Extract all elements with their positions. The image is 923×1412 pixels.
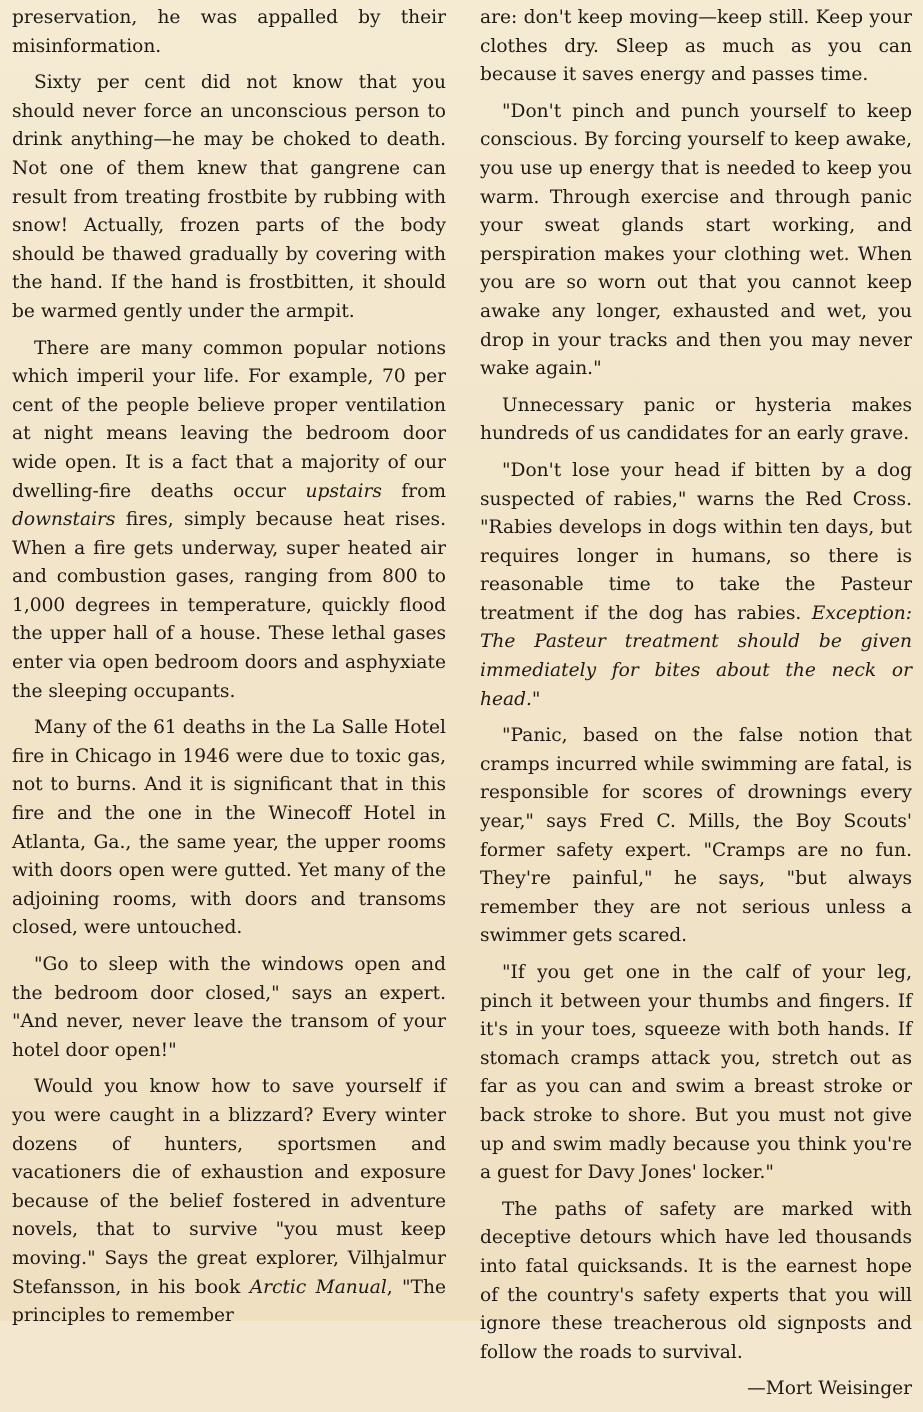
- paragraph: "Panic, based on the false notion that cramps incurred while swimming are fatal, is responsible for scores of drownings every year," says Fred C. Mills, the Boy Scouts' former safety expert. "Cramps are no fun. They're painful," he says, "but always remember they are not serious unless a swimmer gets scared.: [480, 725, 912, 947]
- paragraph: preservation, he was appalled by their misinformation.: [12, 7, 446, 57]
- author-signature: —Mort Weisinger: [747, 1378, 912, 1400]
- paragraph: are: don't keep moving—keep still. Keep your clothes dry. Sleep as much as you can because it saves energy and passes time.: [480, 7, 912, 86]
- paragraph: Unnecessary panic or hysteria makes hundreds of us candidates for an early grave.: [480, 394, 912, 445]
- paragraph: "Don't pinch and punch yourself to keep conscious. By forcing yourself to keep awake, you use up energy that is needed to keep you warm. Through exercise and through panic your sweat glands start working, and perspiration makes your clothing wet. When you are so worn out that you cannot keep awake any longer, exhausted and wet, you drop in your tracks and then you may never wake again.": [480, 100, 912, 380]
- emphasis: Exception: The Pasteur treatment should be given immediately for bites about the neck or head.: [480, 602, 912, 710]
- book-title: Arctic Manual: [249, 1276, 387, 1298]
- paragraph: Sixty per cent did not know that you should never force an unconscious person to drink anything—he may be choked to death. Not one of them knew that gangrene can result from treating frostbite by rubbing with snow! Actually, frozen parts of the body should be thawed gradually by covering with the hand. If the hand is frostbitten, it should be warmed gently under the armpit.: [12, 72, 446, 322]
- left-column: [12, 4, 446, 1339]
- paragraph: [12, 335, 446, 707]
- paragraph: [12, 1073, 446, 1330]
- paragraph: [480, 457, 912, 714]
- text-run: There are many common popular notions which imperil your life. For example, 70 per cent of the people believe proper ventilation at night means leaving the bedroom door wide open. It is a fact that a majority of our dwelling-fire deaths occur: [12, 337, 446, 502]
- emphasis: downstairs: [12, 509, 116, 531]
- text-run: , "The principles to remember: [12, 1276, 446, 1327]
- text-run: ": [531, 688, 541, 710]
- paragraph: The paths of safety are marked with deceptive detours which have led thousands into fatal quicksands. It is the earnest hope of the country's safety experts that you will ignore these treacherous old signposts and follow the roads to survival.: [480, 1198, 912, 1363]
- paragraph: "Go to sleep with the windows open and the bedroom door closed," says an expert. "And never, never leave the transom of your hotel door open!": [12, 954, 446, 1061]
- emphasis: upstairs: [305, 480, 382, 502]
- paragraph: "If you get one in the calf of your leg, pinch it between your thumbs and fingers. If it's in your toes, squeeze with both hands. If stomach cramps attack you, stretch out as far as you can and swim a breast stroke or back stroke to shore. But you must not give up and swim madly because you think you're a guest for Davy Jones' locker.": [480, 962, 912, 1184]
- text-run: from: [401, 480, 446, 502]
- text-run: fires, simply because heat rises. When a fire gets underway, super heated air and combustion gases, ranging from 800 to 1,000 degrees in temperature, quickly flood the upper hall of a house. These lethal gases enter via open bedroom doors and asphyxiate the sleeping occupants.: [12, 509, 446, 702]
- paragraph: Many of the 61 deaths in the La Salle Hotel fire in Chicago in 1946 were due to toxic gas, not to burns. And it is significant that in this fire and the one in the Winecoff Hotel in Atlanta, Ga., the same year, the upper rooms with doors open were gutted. Yet many of the adjoining rooms, with doors and transoms closed, were untouched.: [12, 717, 446, 939]
- right-column: [480, 4, 912, 1412]
- text-run: "Don't lose your head if bitten by a dog suspected of rabies," warns the Red Cross. "Rabies develops in dogs within ten days, but requires longer in humans, so there is reasonable time to take the Pasteur treatment if the dog has rabies.: [480, 459, 912, 624]
- text-run: Would you know how to save yourself if you were caught in a blizzard? Every winter dozens of hunters, sportsmen and vacationers die of exhaustion and exposure because of the belief fostered in adventure novels, that to survive "you must keep moving." Says the great explorer, Vilhjalmur Stefansson, in his book: [12, 1076, 446, 1298]
